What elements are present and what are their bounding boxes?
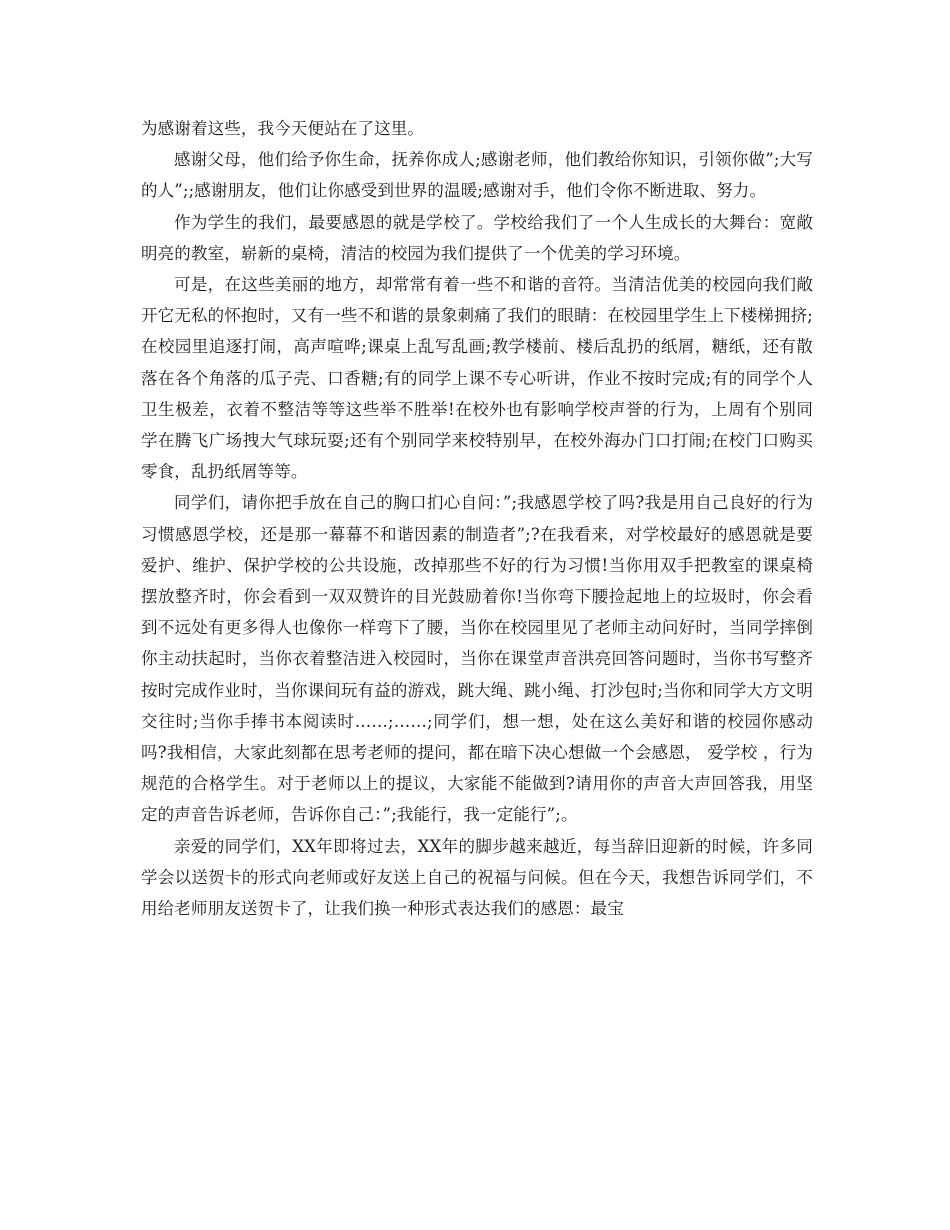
- document-body: [141, 113, 813, 924]
- paragraph-thanks: 感谢父母，他们给予你生命，抚养你成人;感谢老师，他们教给你知识，引领你做”;大写的人”;;感谢朋友，他们让你感受到世界的温暖;感谢对手，他们令你不断进取、努力。: [141, 150, 813, 201]
- paragraph-continuation: 为感谢着这些，我今天便站在了这里。: [141, 119, 425, 138]
- paragraph-self-reflection: 同学们，请你把手放在自己的胸口扪心自问：”;我感恩学校了吗?我是用自己良好的行为习惯感恩学校，还是那一幕幕不和谐因素的制造者”;?在我看来，对学校最好的感恩就是要爱护、维护、保护学校的公共设施，改掉那些不好的行为习惯!当你用双手把教室的课桌椅摆放整齐时，你会看到一双双赞许的目光鼓励着你!当你弯下腰捡起地上的垃圾时，你会看到不远处有更多得人也像你一样弯下了腰，当你在校园里见了老师主动问好时，当同学摔倒你主动扶起时，当你衣着整洁进入校园时，当你在课堂声音洪亮回答问题时，当你书写整齐按时完成作业时，当你课间玩有益的游戏，跳大绳、跳小绳、打沙包时;当你和同学大方文明交往时;当你手捧书本阅读时……;……;同学们，想一想，处在这么美好和谐的校园你感动吗?我相信，大家此刻都在思考老师的提问，都在暗下决心想做一个会感恩， 爱学校 ，行为规范的合格学生。对于老师以上的提议，大家能不能做到?请用你的声音大声回答我，用坚定的声音告诉老师，告诉你自己：”;我能行，我一定能行”;。: [141, 493, 813, 825]
- paragraph-disharmony: 可是，在这些美丽的地方，却常常有着一些不和谐的音符。当清洁优美的校园向我们敞开它无私的怀抱时，又有一些不和谐的景象刺痛了我们的眼睛：在校园里学生上下楼梯拥挤;在校园里追逐打闹，高声喧哗;课桌上乱写乱画;教学楼前、楼后乱扔的纸屑，糖纸，还有散落在各个角落的瓜子壳、口香糖;有的同学上课不专心听讲，作业不按时完成;有的同学个人卫生极差，衣着不整洁等等这些举不胜举!在校外也有影响学校声誉的行为，上周有个别同学在腾飞广场拽大气球玩耍;还有个别同学来校特别早，在校外海办门口打闹;在校门口购买零食，乱扔纸屑等等。: [141, 275, 813, 482]
- paragraph-new-year: 亲爱的同学们，XX年即将过去，XX年的脚步越来越近，每当辞旧迎新的时候，许多同学会以送贺卡的形式向老师或好友送上自己的祝福与问候。但在今天，我想告诉同学们，不用给老师朋友送贺卡了，让我们换一种形式表达我们的感恩：最宝: [141, 836, 813, 919]
- paragraph-school-gratitude: 作为学生的我们，最要感恩的就是学校了。学校给我们了一个人生成长的大舞台：宽敞明亮的教室，崭新的桌椅，清洁的校园为我们提供了一个优美的学习环境。: [141, 212, 813, 263]
